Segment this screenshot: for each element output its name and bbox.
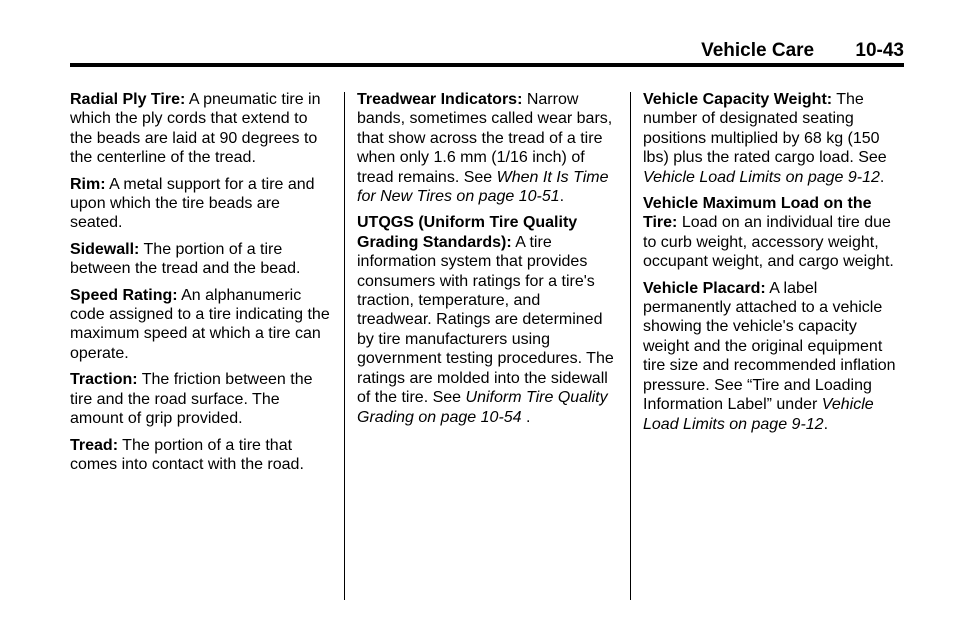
entry-tail: .	[879, 168, 885, 186]
glossary-entry-vehicle-maximum-load	[643, 194, 905, 272]
header-rule	[70, 63, 904, 67]
entry-text: An alphanumeric code assigned to a tire indicating the maximum speed at which a tire can operate.	[70, 286, 330, 362]
entry-text: A tire information system that provides consumers with ratings for a tire's traction, temperature, and treadwear. Ratings are determined by tire manufacturers using government testing procedures. The ratings are molded into the sidewall of the tire. See	[357, 233, 614, 407]
glossary-entry-rim	[70, 175, 332, 233]
entry-text: Narrow bands, sometimes called wear bars, that show across the tread of a tire when only 1.6 mm (1/16 inch) of tread remains. See	[357, 91, 613, 186]
glossary-entry-tread	[70, 436, 332, 475]
entry-text: The friction between the tire and the road surface. The amount of grip provided.	[70, 371, 313, 428]
column-3	[643, 90, 905, 441]
glossary-entry-sidewall	[70, 240, 332, 279]
entry-text: A metal support for a tire and upon which the tire beads are seated.	[70, 175, 315, 232]
section-title: Vehicle Care	[701, 40, 815, 61]
entry-term: UTQGS (Uniform Tire Quality Grading Standards):	[357, 214, 578, 251]
glossary-entry-treadwear-indicators	[357, 90, 619, 206]
page-header	[70, 38, 904, 64]
entry-text: The portion of a tire that comes into contact with the road.	[70, 436, 304, 473]
entry-text: A label permanently attached to a vehicle showing the vehicle's capacity weight and the original equipment tire size and recommended inflation pressure. See “Tire and Loading Information Label” under	[643, 279, 896, 414]
entry-term: Speed Rating:	[70, 286, 178, 304]
entry-term: Vehicle Placard:	[643, 279, 766, 297]
entry-text: The portion of a tire between the tread and the bead.	[70, 240, 301, 278]
glossary-entry-vehicle-capacity-weight	[643, 90, 905, 187]
glossary-entry-traction	[70, 370, 332, 428]
glossary-entry-radial-ply-tire	[70, 90, 332, 168]
entry-tail: .	[823, 415, 829, 433]
column-divider	[630, 92, 631, 600]
glossary-entry-speed-rating	[70, 286, 332, 364]
entry-text: Load on an individual tire due to curb weight, accessory weight, occupant weight, and cargo weight.	[643, 214, 894, 271]
entry-text: A pneumatic tire in which the ply cords that extend to the beads are laid at 90 degrees to the centerline of the tread.	[70, 91, 321, 167]
cross-reference-link[interactable]: Vehicle Load Limits on page 9-12	[643, 168, 880, 186]
entry-tail: .	[559, 188, 565, 206]
entry-term: Sidewall:	[70, 240, 140, 258]
entry-term: Rim:	[70, 175, 106, 193]
entry-term: Vehicle Capacity Weight:	[643, 91, 833, 108]
entry-term: Traction:	[70, 371, 138, 389]
column-2	[357, 90, 619, 434]
column-1	[70, 90, 332, 481]
entry-term: Treadwear Indicators:	[357, 91, 523, 108]
entry-term: Radial Ply Tire:	[70, 91, 186, 108]
cross-reference-link[interactable]: Vehicle Load Limits on page 9-12	[643, 396, 874, 433]
entry-text: The number of designated seating positions multiplied by 68 kg (150 lbs) plus the rated cargo load. See	[643, 91, 887, 167]
entry-term: Vehicle Maximum Load on the Tire:	[643, 195, 872, 232]
entry-term: Tread:	[70, 436, 119, 454]
entry-tail: .	[521, 408, 531, 426]
glossary-entry-vehicle-placard	[643, 279, 905, 434]
column-divider	[344, 92, 345, 600]
glossary-entry-utqgs	[357, 213, 619, 426]
cross-reference-link[interactable]: When It Is Time for New Tires on page 10-51	[357, 168, 609, 206]
page-number: 10-43	[855, 40, 904, 61]
cross-reference-link[interactable]: Uniform Tire Quality Grading on page 10-54	[357, 389, 608, 426]
